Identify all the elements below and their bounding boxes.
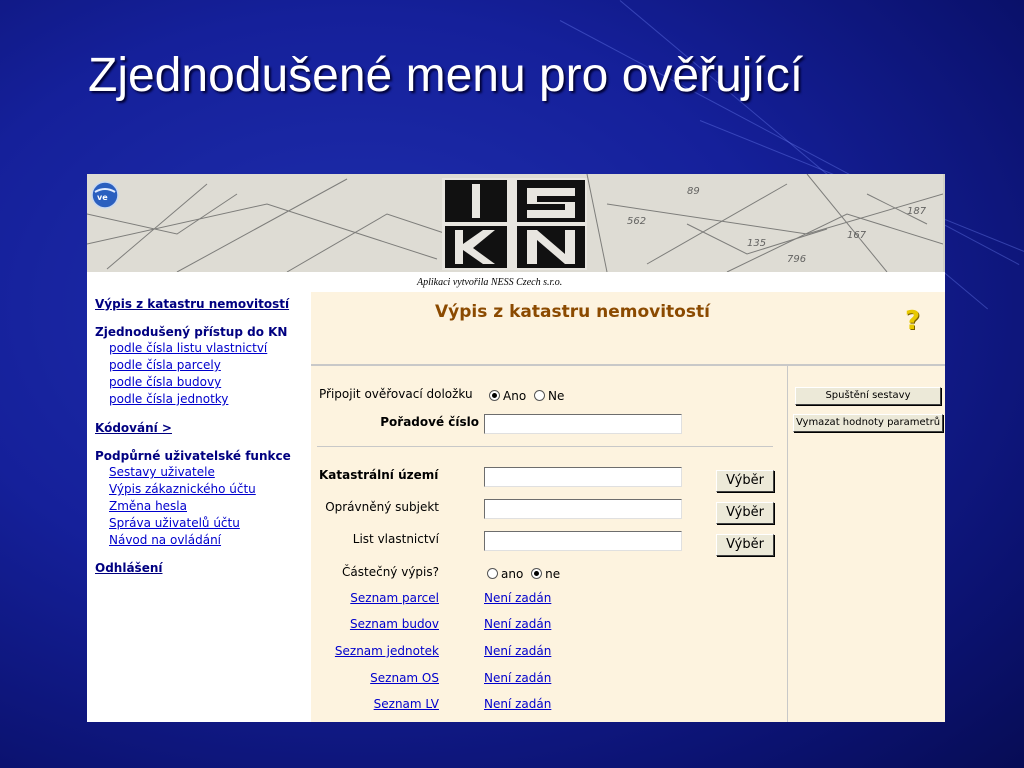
seznam-budov-link[interactable]: Seznam budov xyxy=(349,617,439,631)
sidebar-link-sprava-uzivatelu[interactable]: Správa uživatelů účtu xyxy=(109,516,240,530)
svg-text:187: 187 xyxy=(907,206,927,217)
katastralni-uzemi-input[interactable] xyxy=(484,467,682,487)
sidebar xyxy=(87,292,311,722)
radio-castecny-ano-label: ano xyxy=(501,567,524,581)
sidebar-link-cislo-jednotky[interactable]: podle čísla jednotky xyxy=(109,392,229,406)
pripojit-label: Připojit ověřovací doložku xyxy=(319,387,473,401)
svg-text:167: 167 xyxy=(847,230,867,241)
vyber-button-katastralni[interactable]: Výběr xyxy=(716,470,774,492)
seznam-parcel-link[interactable]: Seznam parcel xyxy=(350,591,439,605)
list-vlastnictvi-input[interactable] xyxy=(484,531,682,551)
sidebar-link-sestavy[interactable]: Sestavy uživatele xyxy=(109,465,215,479)
sidebar-link-zmena-hesla[interactable]: Změna hesla xyxy=(109,499,187,513)
sidebar-heading-zjednoduseny: Zjednodušený přístup do KN xyxy=(95,325,288,339)
banner xyxy=(87,174,945,272)
sidebar-link-odhlaseni[interactable]: Odhlášení xyxy=(95,561,163,575)
sidebar-link-vypis[interactable]: Výpis z katastru nemovitostí xyxy=(95,297,290,311)
seznam-lv-value[interactable]: Není zadán xyxy=(484,697,552,711)
sidebar-link-cislo-lv[interactable]: podle čísla listu vlastnictví xyxy=(109,341,268,355)
castecny-radio-group xyxy=(483,567,560,581)
vyber-button-list[interactable]: Výběr xyxy=(716,534,774,556)
content-title: Výpis z katastru nemovitostí xyxy=(435,302,710,322)
castecny-vypis-label: Částečný výpis? xyxy=(342,565,439,579)
opravneny-subjekt-label: Oprávněný subjekt xyxy=(325,500,439,514)
seznam-os-link[interactable]: Seznam OS xyxy=(370,671,439,685)
seznam-parcel-value[interactable]: Není zadán xyxy=(484,591,552,605)
sidebar-heading-podpurne: Podpůrné uživatelské funkce xyxy=(95,449,291,463)
sidebar-link-navod[interactable]: Návod na ovládání xyxy=(109,533,222,547)
radio-ano-label: Ano xyxy=(503,389,527,403)
pripojit-radio-group xyxy=(485,389,564,403)
question-mark-icon[interactable]: ? xyxy=(905,306,921,336)
radio-castecny-ne[interactable] xyxy=(531,568,542,579)
radio-ano[interactable] xyxy=(489,390,500,401)
seznam-jednotek-value[interactable]: Není zadán xyxy=(484,644,552,658)
list-vlastnictvi-label: List vlastnictví xyxy=(352,532,439,546)
poradove-cislo-input[interactable] xyxy=(484,414,682,434)
radio-castecny-ne-label: ne xyxy=(545,567,561,581)
iskn-logo xyxy=(442,178,587,270)
app-window xyxy=(87,174,945,722)
seznam-jednotek-link[interactable]: Seznam jednotek xyxy=(334,644,439,658)
svg-text:796: 796 xyxy=(787,254,807,265)
svg-text:89: 89 xyxy=(687,186,700,197)
spusteni-sestavy-button[interactable]: Spuštění sestavy xyxy=(795,387,941,405)
content-header xyxy=(311,292,945,366)
vyber-button-opravneny[interactable]: Výběr xyxy=(716,502,774,524)
radio-ne-label: Ne xyxy=(547,389,565,403)
radio-ne[interactable] xyxy=(534,390,545,401)
sidebar-link-kodovani[interactable]: Kódování > xyxy=(95,421,172,435)
svg-text:562: 562 xyxy=(627,216,647,227)
poradove-cislo-label: Pořadové číslo xyxy=(380,415,479,429)
seznam-budov-value[interactable]: Není zadán xyxy=(484,617,552,631)
katastralni-uzemi-label: Katastrální území xyxy=(319,468,439,482)
form-separator xyxy=(317,446,773,447)
svg-text:135: 135 xyxy=(747,238,767,249)
seznam-lv-link[interactable]: Seznam LV xyxy=(373,697,439,711)
sidebar-link-vypis-uctu[interactable]: Výpis zákaznického účtu xyxy=(109,482,256,496)
svg-text:ve: ve xyxy=(97,193,108,202)
credit-text: Aplikaci vytvořila NESS Czech s.r.o. xyxy=(417,277,563,288)
vymazat-hodnoty-button[interactable]: Vymazat hodnoty parametrů xyxy=(793,414,943,432)
opravneny-subjekt-input[interactable] xyxy=(484,499,682,519)
slide-title: Zjednodušené menu pro ověřující xyxy=(88,49,804,102)
radio-castecny-ano[interactable] xyxy=(487,568,498,579)
seznam-os-value[interactable]: Není zadán xyxy=(484,671,552,685)
globe-logo-icon xyxy=(91,182,119,210)
sidebar-link-cislo-parcely[interactable]: podle čísla parcely xyxy=(109,358,221,372)
sidebar-link-cislo-budovy[interactable]: podle čísla budovy xyxy=(109,375,222,389)
